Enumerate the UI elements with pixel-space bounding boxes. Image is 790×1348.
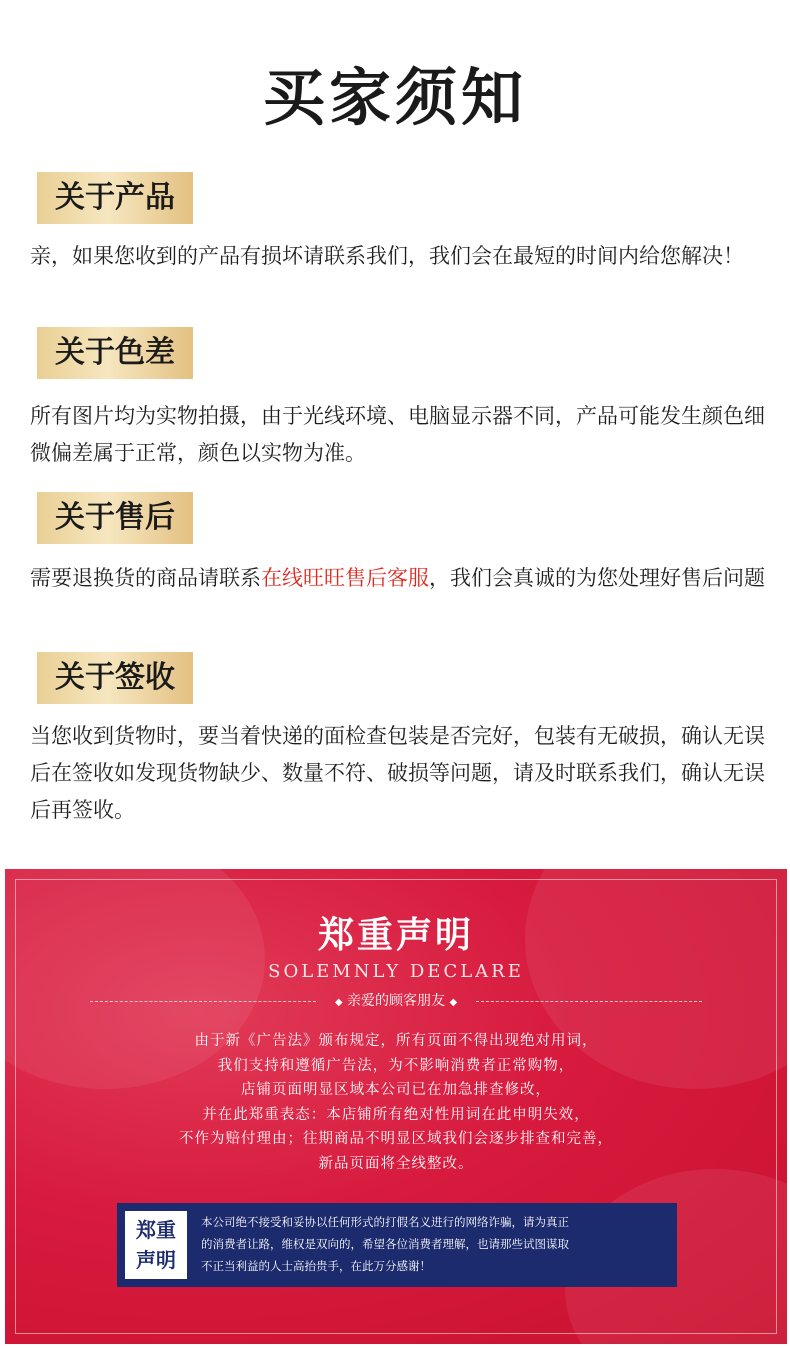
- declaration-badge: [125, 1211, 187, 1279]
- section-body-product: 亲，如果您收到的产品有损坏请联系我们，我们会在最短的时间内给您解决！: [30, 244, 744, 268]
- notice-text: [201, 1211, 671, 1277]
- badge-line: 郑重: [136, 1218, 176, 1242]
- diamond-icon: ◆: [334, 997, 343, 1008]
- aftersale-text-after: ，我们会真诚的为您处理好售后问题: [429, 566, 765, 590]
- declaration-line: 不作为赔付理由；往期商品不明显区域我们会逐步排查和完善，: [179, 1131, 613, 1148]
- online-service-link[interactable]: 在线旺旺售后客服: [261, 566, 429, 590]
- section-heading-product: 关于产品: [37, 172, 193, 224]
- section-body-aftersale: [30, 560, 770, 597]
- notice-line: 本公司绝不接受和妥协以任何形式的打假名义进行的网络诈骗，请为真正: [201, 1215, 569, 1229]
- badge-line: 声明: [136, 1248, 176, 1272]
- notice-line: 不正当利益的人士高抬贵手，在此万分感谢！: [201, 1259, 431, 1273]
- section-heading-aftersale: 关于售后: [37, 492, 193, 544]
- section-heading-color: 关于色差: [37, 327, 193, 379]
- greeting-text: 亲爱的顾客朋友: [347, 993, 445, 1009]
- anti-fraud-notice: [117, 1203, 677, 1287]
- declaration-subtitle: SOLEMNLY DECLARE: [268, 961, 524, 982]
- declaration-line: 新品页面将全线整改。: [318, 1155, 474, 1172]
- section-body-signing: 当您收到货物时，要当着快递的面检查包装是否完好，包装有无破损，确认无误后在签收如发现货物缺少、数量不符、破损等问题，请及时联系我们，确认无误后再签收。: [30, 724, 765, 822]
- divider-line-right: [476, 1001, 702, 1002]
- declaration-line: 我们支持和遵循广告法，为不影响消费者正常购物，: [217, 1057, 575, 1074]
- declaration-text: [5, 1029, 787, 1177]
- declaration-line: 店铺页面明显区域本公司已在加急排查修改，: [241, 1082, 551, 1099]
- declaration-title: 郑重声明: [317, 915, 474, 956]
- divider-line-left: [90, 1001, 316, 1002]
- notice-line: 的消费者让路，维权是双向的，希望各位消费者理解，也请那些试图谋取: [201, 1237, 569, 1251]
- greeting-label: [316, 990, 476, 1014]
- greeting-divider: [90, 990, 702, 1012]
- diamond-icon: ◆: [449, 997, 458, 1008]
- declaration-panel: [5, 869, 787, 1344]
- page-title: 买家须知: [262, 61, 527, 134]
- aftersale-text-before: 需要退换货的商品请联系: [30, 566, 261, 590]
- section-heading-signing: 关于签收: [37, 652, 193, 704]
- section-body-color: 所有图片均为实物拍摄，由于光线环境、电脑显示器不同，产品可能发生颜色细微偏差属于正常，颜色以实物为准。: [30, 404, 765, 465]
- declaration-line: 并在此郑重表态：本店铺所有绝对性用词在此申明失效，: [202, 1106, 590, 1123]
- declaration-line: 由于新《广告法》颁布规定，所有页面不得出现绝对用词，: [194, 1033, 598, 1049]
